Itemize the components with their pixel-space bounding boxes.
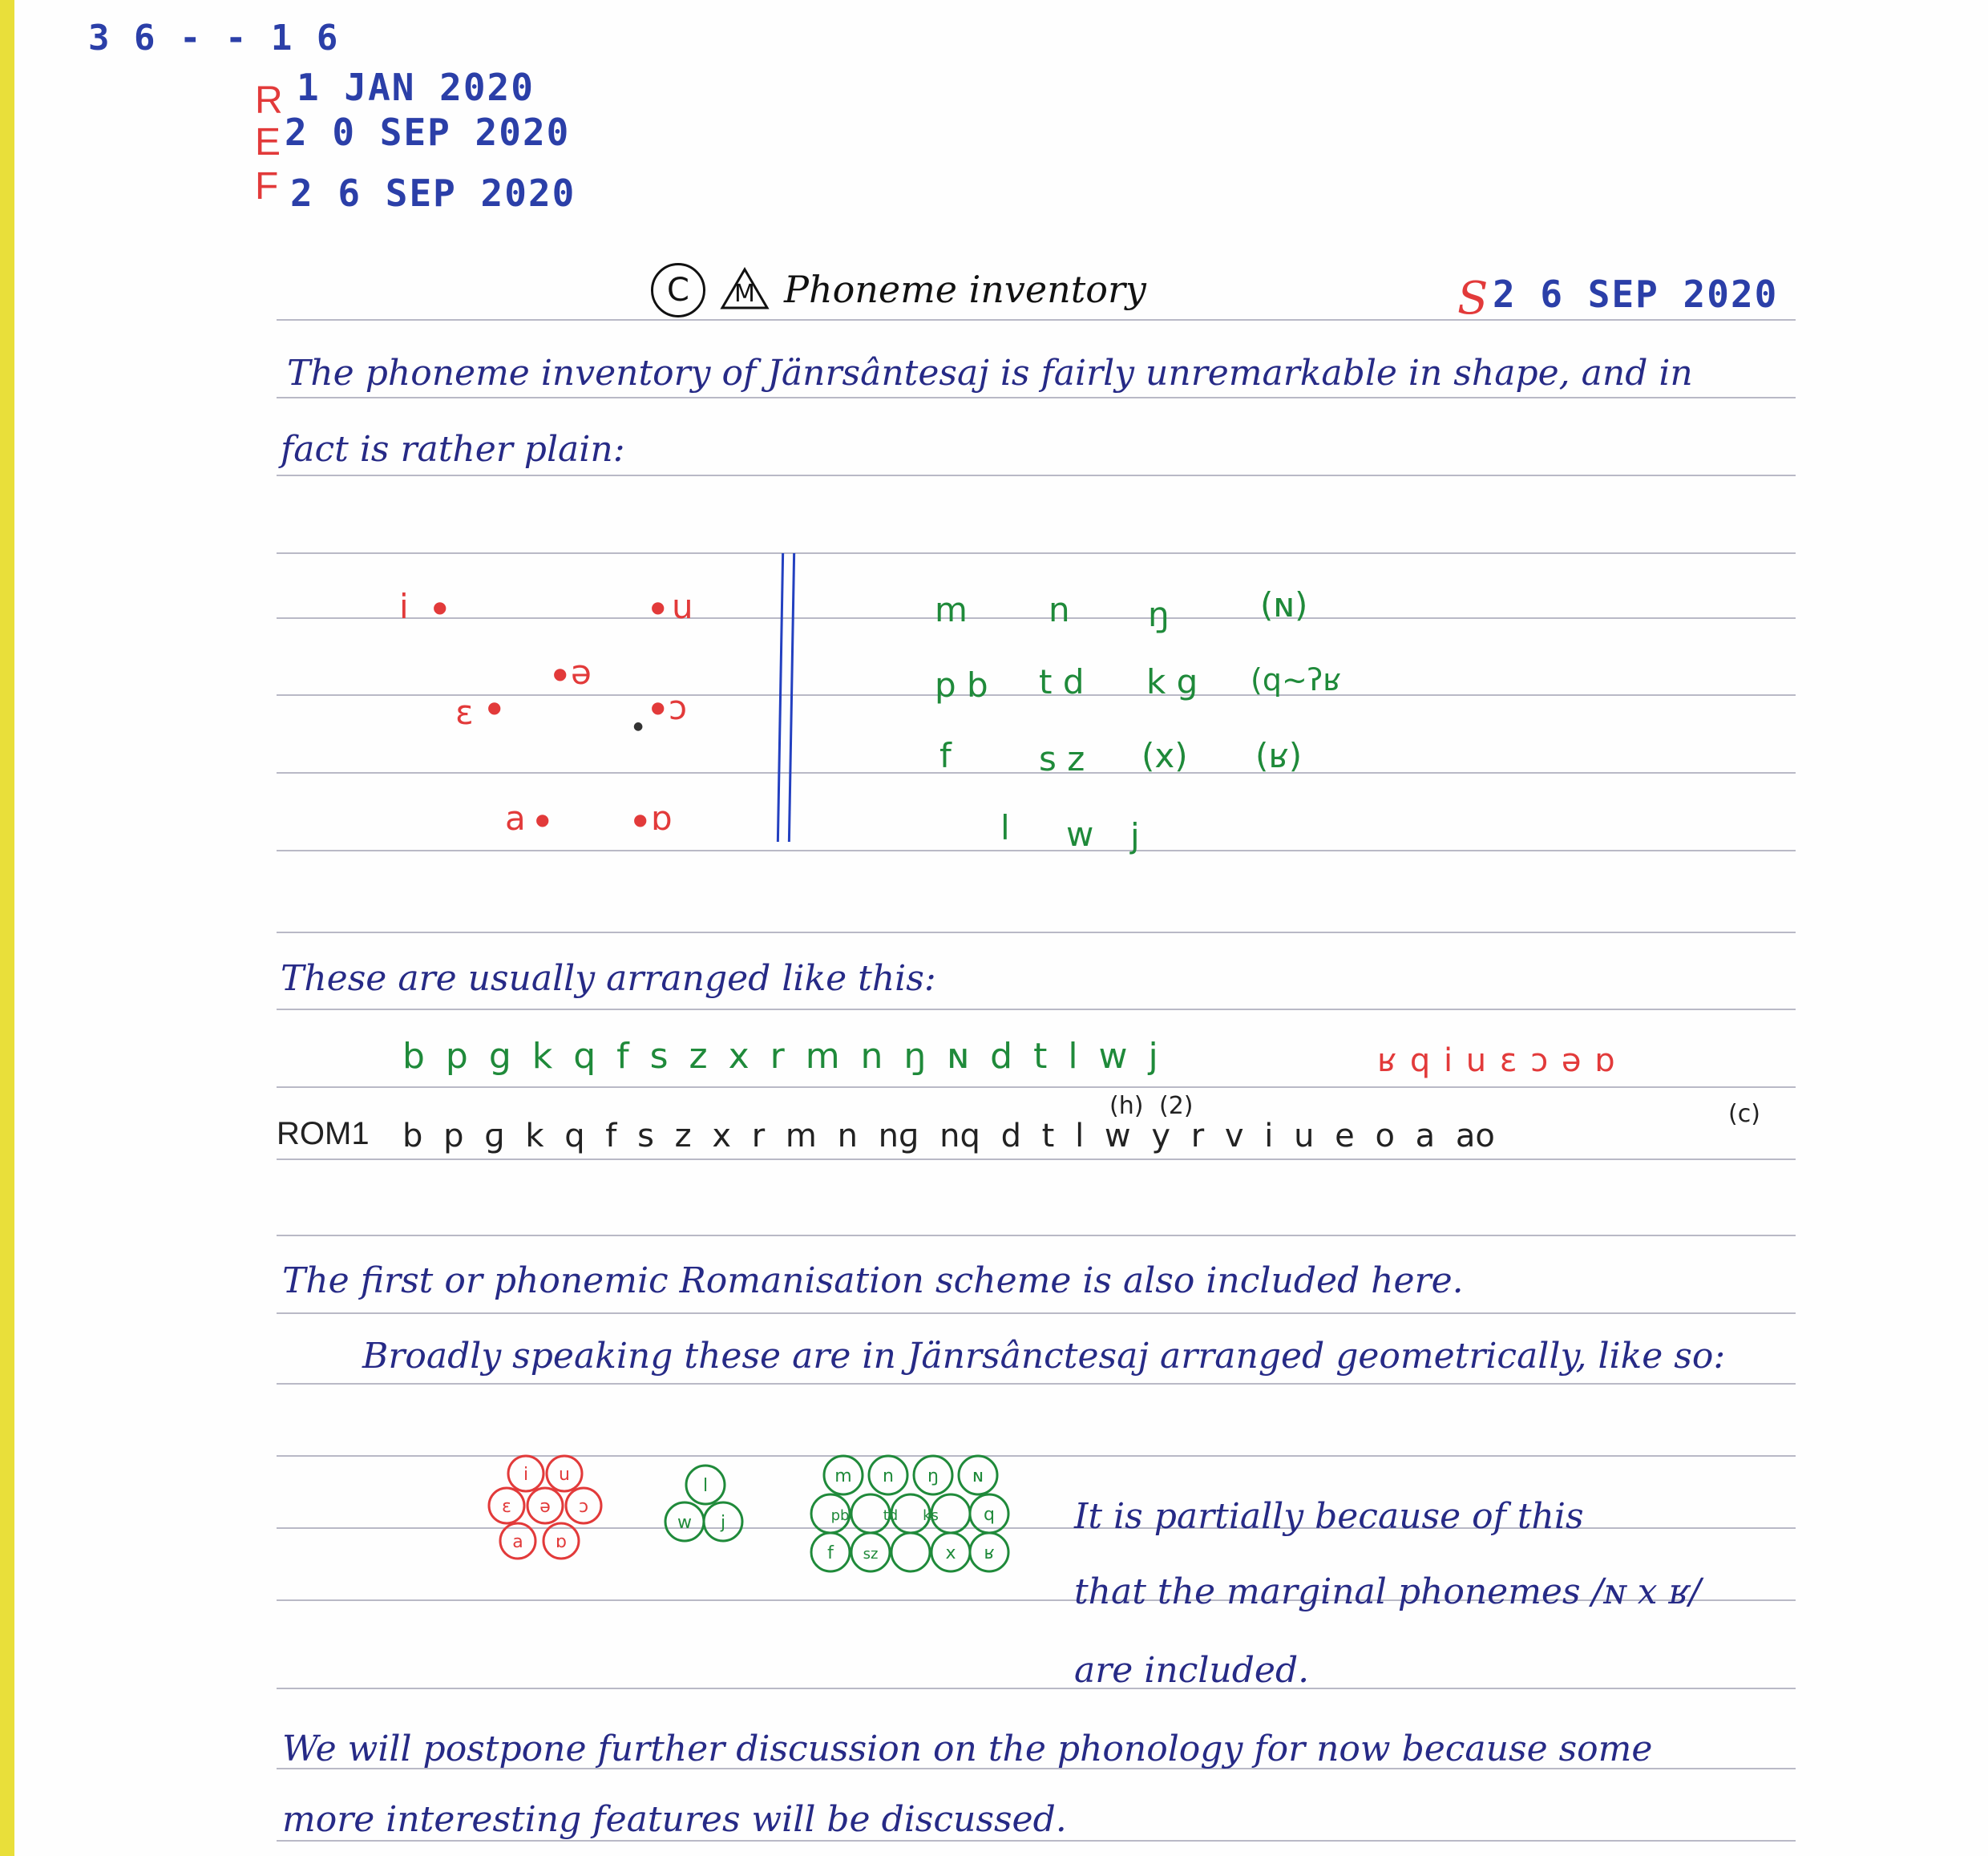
vowel-open-o: ɔ: [669, 688, 688, 727]
page-title: Phoneme inventory: [784, 268, 1146, 311]
consonant-pb: p b: [935, 665, 988, 705]
ink-dot: ●: [633, 720, 644, 733]
consonant-w: w: [1066, 815, 1094, 854]
consonant-f: f: [939, 736, 952, 775]
arrangement-vowel-sequence: ʁ q i u ɛ ɔ ə ɒ: [1377, 1042, 1615, 1079]
side-note-line-3: are included.: [1074, 1650, 1310, 1691]
stamp-date-3: 2 6 SEP 2020: [290, 172, 576, 215]
ruled-line: [277, 1383, 1796, 1385]
romanisation-line-2: Broadly speaking these are in Jänrsânctesaj arranged geometrically, like so:: [362, 1336, 1726, 1377]
cluster-consonant: ks: [923, 1507, 939, 1524]
vowel-u: u: [672, 587, 693, 626]
vowel-schwa: ə: [571, 653, 592, 692]
side-note-line-1: It is partially because of this: [1074, 1496, 1584, 1537]
ref-letter-f: F: [255, 165, 279, 208]
vowel-i: i: [399, 587, 409, 626]
ruled-line: [277, 319, 1796, 321]
cluster-consonant: pb: [830, 1507, 850, 1524]
cluster-vowel: ə: [539, 1497, 551, 1517]
ruled-line: [277, 1158, 1796, 1160]
consonant-m: m: [935, 590, 968, 629]
consonant-n: n: [1049, 590, 1070, 629]
consonant-l: l: [1000, 808, 1010, 847]
cluster-vowel: ɒ: [556, 1532, 567, 1552]
cluster-vowel: ɛ: [502, 1497, 511, 1517]
rom-note-h: (h): [1109, 1092, 1144, 1120]
ruled-line: [277, 617, 1796, 619]
vowel-dot: ●: [433, 597, 447, 617]
cluster-consonant: m: [834, 1466, 852, 1486]
ruled-line: [277, 1086, 1796, 1088]
consonant-x: (x): [1141, 736, 1188, 775]
chart-divider: [777, 553, 784, 842]
arrangement-heading: These are usually arranged like this:: [281, 958, 936, 999]
consonant-kg: k g: [1146, 662, 1198, 702]
cluster-consonant: ɴ: [972, 1466, 984, 1486]
cluster-consonant: td: [883, 1507, 899, 1524]
ruled-line: [277, 552, 1796, 554]
stamp-date-2: 2 0 SEP 2020: [285, 111, 571, 154]
ruled-line: [277, 932, 1796, 933]
ruled-line: [277, 1009, 1796, 1010]
title-date-stamp: 2 6 SEP 2020: [1493, 273, 1779, 316]
vowel-dot: ●: [553, 664, 568, 683]
closing-line-2: more interesting features will be discussed.: [282, 1799, 1067, 1840]
ruled-line: [277, 1235, 1796, 1236]
cluster-consonant: sz: [863, 1546, 879, 1563]
cluster-consonant: x: [945, 1543, 956, 1563]
consonant-td: t d: [1039, 662, 1085, 702]
page-edge: [0, 0, 14, 1856]
vowel-dot: ●: [487, 698, 502, 717]
side-note-line-2: that the marginal phonemes /ɴ x ʁ/: [1074, 1571, 1701, 1612]
closing-line-1: We will postpone further discussion on the phonology for now because some: [282, 1729, 1653, 1769]
cluster-consonant: f: [827, 1543, 834, 1563]
cluster-consonant: ŋ: [927, 1466, 939, 1486]
consonant-eng: ŋ: [1148, 595, 1170, 634]
cluster-consonant: q: [984, 1505, 995, 1525]
consonant-uvular-n: (ɴ): [1260, 585, 1308, 625]
m-mark: [717, 265, 774, 321]
vowel-dot: ●: [651, 698, 665, 717]
ruled-line: [277, 850, 1796, 851]
cluster-vowel: u: [559, 1465, 570, 1485]
cluster-consonant: ʁ: [984, 1543, 995, 1563]
ruled-line: [277, 1688, 1796, 1689]
ruled-line: [277, 1840, 1796, 1842]
vowel-dot: ●: [633, 810, 648, 829]
ref-letter-e: E: [255, 121, 281, 164]
vowel-a: a: [505, 799, 526, 838]
cluster-approximant: l: [702, 1476, 709, 1496]
rom-note-c: (c): [1728, 1100, 1760, 1128]
rom-note-2: (2): [1159, 1092, 1194, 1120]
cluster-approximant: j: [720, 1513, 726, 1533]
consonant-uvular-r: (ʁ): [1255, 736, 1303, 775]
ruled-line: [277, 694, 1796, 696]
consonant-j: j: [1130, 816, 1140, 855]
consonant-q-glottal: (q~ʔʁ: [1251, 662, 1342, 698]
stamp-date-1: 1 JAN 2020: [297, 66, 535, 109]
ruled-line: [277, 397, 1796, 398]
cluster-consonant: n: [883, 1466, 894, 1486]
phoneme-clusters: [473, 1443, 1018, 1595]
index-code: 3 6 - - 1 6: [88, 18, 340, 59]
s-mark: S: [1457, 273, 1489, 325]
ruled-line: [277, 1312, 1796, 1314]
cluster-vowel: ɔ: [578, 1497, 589, 1517]
cluster-vowel: i: [523, 1465, 529, 1485]
intro-line-1: The phoneme inventory of Jänrsântesaj is fairly unremarkable in shape, and in: [287, 353, 1693, 394]
ruled-line: [277, 772, 1796, 774]
svg-text:M: M: [734, 280, 755, 308]
ref-letter-r: R: [255, 79, 283, 122]
ruled-line: [277, 475, 1796, 476]
rom1-label: ROM1: [277, 1116, 370, 1151]
vowel-dot: ●: [651, 597, 665, 617]
vowel-turned-a: ɒ: [651, 799, 673, 838]
arrangement-consonant-sequence: b p g k q f s z x r m n ŋ ɴ d t l w j: [402, 1036, 1160, 1077]
triangle-m-icon: [717, 265, 774, 313]
copyright-mark: C: [651, 263, 705, 317]
cluster-vowel: a: [512, 1532, 523, 1552]
vowel-open-e: ɛ: [455, 693, 474, 732]
romanisation-line-1: The first or phonemic Romanisation scheme is also included here.: [282, 1260, 1464, 1301]
vowel-dot: ●: [535, 810, 550, 829]
rom1-sequence: b p ɡ k q f s z x r m n nɡ nq d t l w y r v i u e o a ao: [402, 1118, 1495, 1154]
cluster-approximant: w: [677, 1513, 692, 1533]
chart-divider: [788, 553, 795, 842]
consonant-sz: s z: [1039, 739, 1085, 778]
intro-line-2: fact is rather plain:: [281, 429, 625, 470]
